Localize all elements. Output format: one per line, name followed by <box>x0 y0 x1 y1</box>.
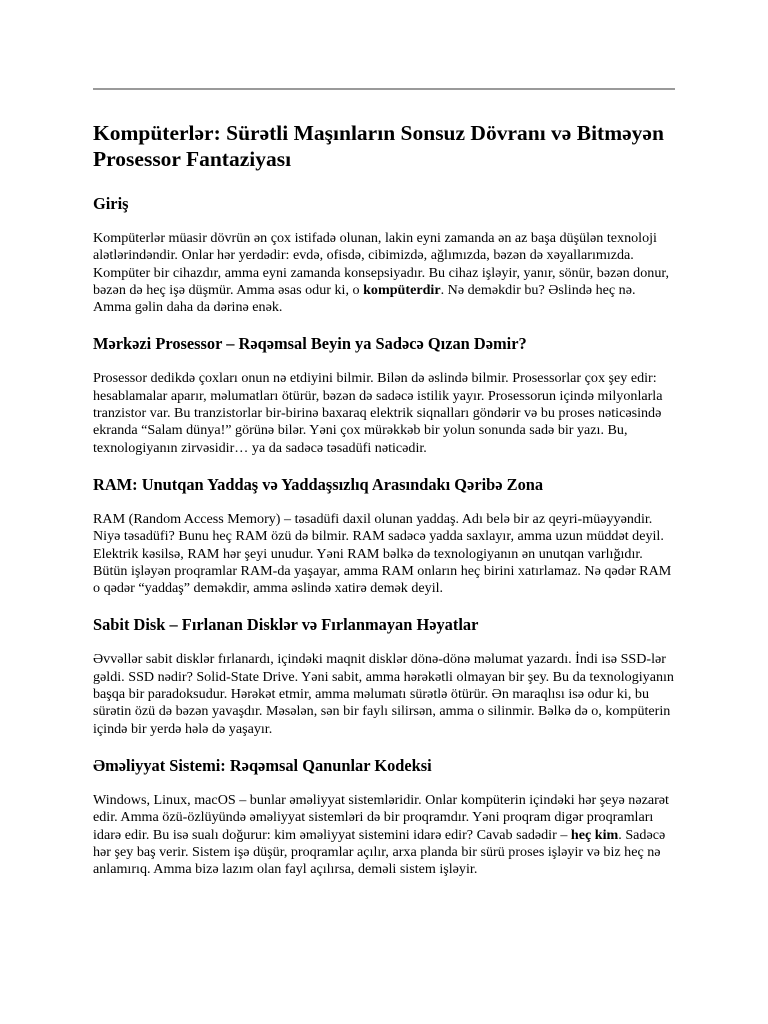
section-paragraph-os <box>93 792 675 878</box>
paragraph-text: Windows, Linux, macOS – bunlar əməliyyat sistemləridir. Onlar kompüterin içindəki hər şeyə nəzarət edir. Amma özü-özlüyündə əməliyyat sistemləri də bir proqramdır. Yəni proqram digər proqramları idarə edir. Bu isə sualı doğurur: kim əməliyyat sistemini idarə edir? Cavab sadədir – <box>93 791 669 843</box>
section-paragraph-cpu: Prosessor dedikdə çoxları onun nə etdiyini bilmir. Bilən də əslində bilmir. Prosessorlar çox şey edir: hesablamalar aparır, məlumatları ötürür, bəzən də sadəcə istilik yayır. Prosessorun içində milyonlarla tranzistor var. Bu tranzistorlar bir-birinə baxaraq elektrik siqnalları göndərir və bu proses nəticəsində ekranda “Salam dünya!” görünə bilər. Yəni çox mürəkkəb bir yolun sonunda sadə bir yazı. Bu, texnologiyanın zirvəsidir… ya da sadəcə təsadüfi nəticədir. <box>93 370 663 456</box>
section-heading-cpu: Mərkəzi Prosessor – Rəqəmsal Beyin ya Sadəcə Qızan Dəmir? <box>93 334 527 354</box>
section-paragraph-intro <box>93 230 675 316</box>
paragraph-text: Kompüterlər müasir dövrün ən çox istifadə olunan, lakin eyni zamanda ən az başa düşülən texnoloji alətlərindəndir. Onlar hər yerdədir: evdə, ofisdə, cibimizdə, ağlımızda, bəzən də xəyallarımızda. Kompüter bir cihazdır, amma eyni zamanda konsepsiyadır. Bu cihaz işləyir, yanır, sönür, bəzən donur, bəzən də heç işə düşmür. Amma əsas odur ki, o <box>93 230 670 298</box>
section-paragraph-disk: Əvvəllər sabit disklər fırlanardı, içindəki maqnit disklər dönə-dönə məlumat yazardı. İndi isə SSD-lər gəldi. SSD nədir? Solid-State Drive. Yəni sabit, amma hərəkətli olmayan bir şey. Bu da texnologiyanın başqa bir paradoksudur. Hərəkət etmir, amma məlumatı sürətlə ötürür. Ən maraqlısı isə odur ki, bu sürətin özü də bəzən yavaşdır. Məsələn, sən bir faylı silirsən, amma o silinmir. Bəlkə də o, kompüterin içində bir yerdə hələ də yaşayır. <box>93 651 674 737</box>
paragraph-text: . Sadəcə hər şey baş verir. Sistem işə düşür, proqramlar açılır, arxa planda bir sürü proses işləyir və biz heç nə anlamırıq. Amma bizə lazım olan fayl açılırsa, deməli sistem işləyir. <box>93 826 666 878</box>
top-divider <box>93 88 675 90</box>
document-title: Kompüterlər: Sürətli Maşınların Sonsuz Dövranı və Bitməyən Prosessor Fantaziyası <box>93 121 664 171</box>
paragraph-text: . Nə deməkdir bu? Əslində heç nə. Amma gəlin daha da dərinə enək. <box>93 281 636 316</box>
section-heading-intro: Giriş <box>93 194 129 213</box>
section-heading-ram: RAM: Unutqan Yaddaş və Yaddaşsızlıq Arasındakı Qəribə Zona <box>93 474 544 494</box>
section-heading-disk: Sabit Disk – Fırlanan Disklər və Fırlanmayan Həyatlar <box>93 615 479 635</box>
section-heading-os: Əməliyyat Sistemi: Rəqəmsal Qanunlar Kodeksi <box>93 755 432 775</box>
bold-term: kompüterdir <box>363 281 441 298</box>
document-body <box>93 120 675 896</box>
bold-term: heç kim <box>570 826 619 843</box>
section-paragraph-ram: RAM (Random Access Memory) – təsadüfi daxil olunan yaddaş. Adı belə bir az qeyri-müəyyəndir. Niyə təsadüfi? Bunu heç RAM özü də bilmir. RAM sadəcə yadda saxlayır, amma uzun müddət deyil. Elektrik kəsilsə, RAM hər şeyi unudur. Yəni RAM bəlkə də texnologiyanın ən unutqan varlığıdır. Bütün işləyən proqramlar RAM-da yaşayar, amma RAM onların heç birini xatırlamaz. Nə qədər RAM o qədər “yaddaş” deməkdir, amma əslində xatirə demək deyil. <box>93 510 672 597</box>
